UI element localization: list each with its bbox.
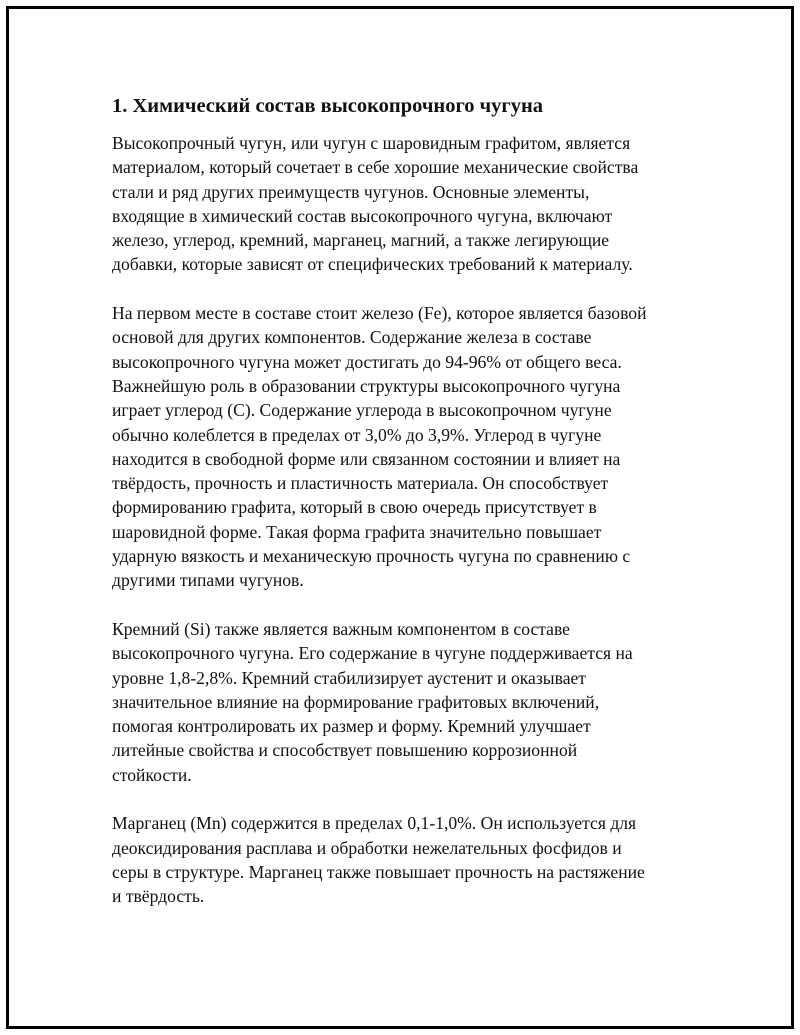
text-line: добавки, которые зависят от специфических требований к материалу.: [112, 254, 633, 275]
text-line: другими типами чугунов.: [112, 570, 304, 591]
text-line: стойкости.: [112, 764, 192, 785]
paragraph-intro: [112, 131, 692, 277]
text-line: железо, углерод, кремний, марганец, магний, а также легирующие: [112, 230, 610, 251]
text-line: шаровидной форме. Такая форма графита значительно повышает: [112, 521, 602, 542]
paragraph-silicon: [112, 617, 692, 787]
text-line: высокопрочного чугуна. Его содержание в чугуне поддерживается на: [112, 643, 633, 664]
text-line: Важнейшую роль в образовании структуры высокопрочного чугуна: [112, 375, 621, 396]
text-line: и твёрдость.: [112, 886, 205, 907]
text-line: входящие в химический состав высокопрочного чугуна, включают: [112, 205, 613, 226]
text-line: серы в структуре. Марганец также повышает прочность на растяжение: [112, 861, 645, 882]
document-body: [112, 93, 692, 933]
text-line: играет углерод (С). Содержание углерода в высокопрочном чугуне: [112, 400, 612, 421]
text-line: обычно колеблется в пределах от 3,0% до 3,9%. Углерод в чугуне: [112, 424, 602, 445]
paragraph-iron-carbon: [112, 301, 692, 593]
text-line: значительное влияние на формирование графитовых включений,: [112, 691, 600, 712]
section-heading: 1. Химический состав высокопрочного чугуна: [112, 95, 544, 117]
text-line: Кремний (Si) также является важным компонентом в составе: [112, 618, 570, 639]
text-line: основой для других компонентов. Содержание железа в составе: [112, 327, 592, 348]
text-line: формированию графита, который в свою очередь присутствует в: [112, 497, 597, 518]
text-line: литейные свойства и способствует повышению коррозионной: [112, 740, 578, 761]
text-line: стали и ряд других преимуществ чугунов. Основные элементы,: [112, 181, 590, 202]
text-line: высокопрочного чугуна может достигать до 94-96% от общего веса.: [112, 351, 622, 372]
paragraph-manganese: [112, 811, 692, 908]
text-line: уровне 1,8-2,8%. Кремний стабилизирует аустенит и оказывает: [112, 667, 586, 688]
text-line: твёрдость, прочность и пластичность материала. Он способствует: [112, 473, 609, 494]
text-line: ударную вязкость и механическую прочность чугуна по сравнению с: [112, 546, 631, 567]
text-line: деоксидирования расплава и обработки нежелательных фосфидов и: [112, 837, 622, 858]
text-line: На первом месте в составе стоит железо (Fe), которое является базовой: [112, 303, 647, 324]
text-line: Высокопрочный чугун, или чугун с шаровидным графитом, является: [112, 133, 631, 153]
text-line: Марганец (Mn) содержится в пределах 0,1-1,0%. Он используется для: [112, 813, 637, 834]
text-line: помогая контролировать их размер и форму. Кремний улучшает: [112, 716, 591, 737]
text-line: материалом, который сочетает в себе хорошие механические свойства: [112, 157, 639, 178]
text-line: находится в свободной форме или связанном состоянии и влияет на: [112, 448, 621, 469]
